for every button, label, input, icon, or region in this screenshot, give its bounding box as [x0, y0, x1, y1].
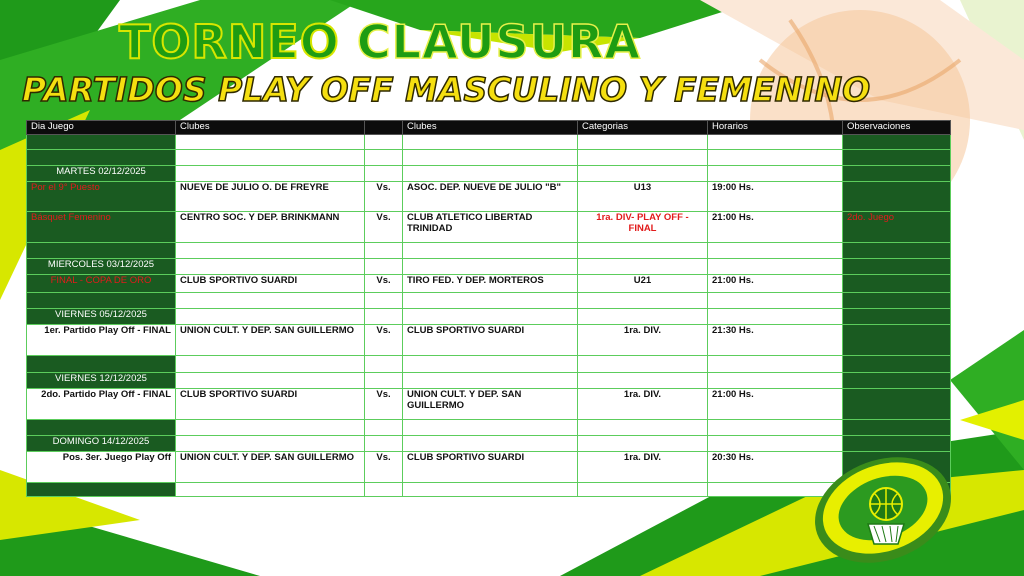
title-line-1: [0, 14, 760, 70]
title-word-torneo: TORNEO: [118, 15, 340, 69]
vs-label: Vs.: [365, 452, 403, 483]
day-row: [27, 309, 951, 325]
home-club: CLUB SPORTIVO SUARDI: [176, 275, 365, 293]
match-label: Pos. 3er. Juego Play Off: [27, 452, 176, 483]
vs-label: Vs.: [365, 389, 403, 420]
match-row: [27, 275, 951, 293]
day-row: [27, 436, 951, 452]
day-row: [27, 373, 951, 389]
away-club: CLUB SPORTIVO SUARDI: [403, 452, 578, 483]
day-row: [27, 259, 951, 275]
away-club: CLUB ATLETICO LIBERTAD TRINIDAD: [403, 212, 578, 243]
category: 1ra. DIV.: [578, 389, 708, 420]
day-label: MIERCOLES 03/12/2025: [27, 259, 176, 275]
vs-label: Vs.: [365, 182, 403, 212]
home-club: CLUB SPORTIVO SUARDI: [176, 389, 365, 420]
association-logo-icon: [808, 452, 958, 564]
title-word-clausura: CLAUSURA: [356, 15, 642, 69]
header-clubes-home: Clubes: [176, 121, 365, 135]
match-label: 1er. Partido Play Off - FINAL: [27, 325, 176, 356]
header-categorias: Categorias: [578, 121, 708, 135]
table-row: [27, 293, 951, 309]
match-row: [27, 182, 951, 212]
away-club: CLUB SPORTIVO SUARDI: [403, 325, 578, 356]
vs-label: Vs.: [365, 275, 403, 293]
table-row: [27, 150, 951, 166]
match-row: [27, 325, 951, 356]
day-label: VIERNES 12/12/2025: [27, 373, 176, 389]
home-club: UNION CULT. Y DEP. SAN GUILLERMO: [176, 325, 365, 356]
home-club: CENTRO SOC. Y DEP. BRINKMANN: [176, 212, 365, 243]
table-row: [27, 135, 951, 150]
away-club: UNION CULT. Y DEP. SAN GUILLERMO: [403, 389, 578, 420]
category: U13: [578, 182, 708, 212]
header-clubes-away: Clubes: [403, 121, 578, 135]
category: 1ra. DIV.: [578, 452, 708, 483]
home-club: UNION CULT. Y DEP. SAN GUILLERMO: [176, 452, 365, 483]
match-time: 20:30 Hs.: [708, 452, 843, 483]
category: 1ra. DIV.: [578, 325, 708, 356]
match-time: 21:00 Hs.: [708, 389, 843, 420]
match-time: 21:00 Hs.: [708, 212, 843, 243]
vs-label: Vs.: [365, 212, 403, 243]
match-row: [27, 212, 951, 243]
day-row: [27, 166, 951, 182]
match-label: Por el 9° Puesto: [27, 182, 176, 212]
header-vs: [365, 121, 403, 135]
match-row: [27, 389, 951, 420]
header-observaciones: Observaciones: [843, 121, 951, 135]
match-label: Básquet Femenino: [27, 212, 176, 243]
title-line-2: PARTIDOS PLAY OFF MASCULINO Y FEMENINO: [22, 70, 871, 109]
day-label: VIERNES 05/12/2025: [27, 309, 176, 325]
header-row: [27, 121, 951, 135]
category: U21: [578, 275, 708, 293]
match-label: 2do. Partido Play Off - FINAL: [27, 389, 176, 420]
match-time: 21:00 Hs.: [708, 275, 843, 293]
away-club: TIRO FED. Y DEP. MORTEROS: [403, 275, 578, 293]
match-time: 21:30 Hs.: [708, 325, 843, 356]
match-label: FINAL - COPA DE ORO: [27, 275, 176, 293]
observation: 2do. Juego: [843, 212, 951, 243]
category: 1ra. DIV- PLAY OFF - FINAL: [578, 212, 708, 243]
table-row: [27, 243, 951, 259]
day-label: DOMINGO 14/12/2025: [27, 436, 176, 452]
home-club: NUEVE DE JULIO O. DE FREYRE: [176, 182, 365, 212]
away-club: ASOC. DEP. NUEVE DE JULIO "B": [403, 182, 578, 212]
header-dia-juego: Dia Juego: [27, 121, 176, 135]
table-row: [27, 356, 951, 373]
table-row: [27, 420, 951, 436]
observation: [843, 182, 951, 212]
schedule-table: [26, 120, 951, 497]
day-label: MARTES 02/12/2025: [27, 166, 176, 182]
match-time: 19:00 Hs.: [708, 182, 843, 212]
header-horarios: Horarios: [708, 121, 843, 135]
vs-label: Vs.: [365, 325, 403, 356]
